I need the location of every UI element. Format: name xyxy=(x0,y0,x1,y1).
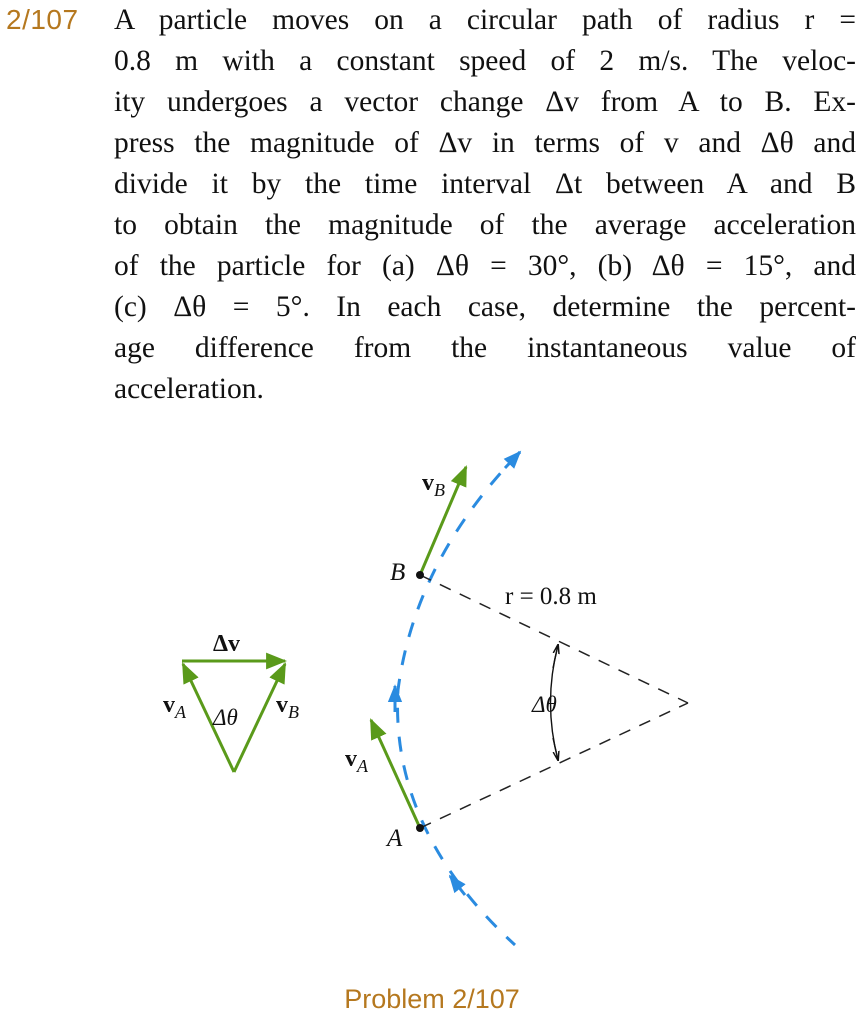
va-vector-path xyxy=(371,720,420,828)
problem-line: divide it by the time interval Δt between A and B xyxy=(114,168,856,200)
problem-line: of the particle for (a) Δθ = 30°, (b) Δθ = 15°, and xyxy=(114,250,856,282)
path-angle-label: Δθ xyxy=(532,692,557,717)
triangle-angle-label: Δθ xyxy=(213,705,238,730)
vb-label-path: $v_B$ xyxy=(422,470,445,500)
point-b xyxy=(416,571,424,579)
problem-line: acceleration. xyxy=(114,373,264,405)
problem-line: 0.8 m with a constant speed of 2 m/s. The veloc- xyxy=(114,45,856,77)
delta-v-label: Δv xyxy=(213,631,241,657)
problem-line: age difference from the instantaneous value of xyxy=(114,332,856,364)
vector-triangle xyxy=(163,631,299,772)
circular-path xyxy=(395,452,520,945)
point-a xyxy=(416,824,424,832)
problem-line: (c) Δθ = 5°. In each case, determine the percent- xyxy=(114,291,856,323)
path-direction-arrow-low xyxy=(450,876,465,895)
point-b-label: B xyxy=(390,559,406,586)
problem-line: to obtain the magnitude of the average acceleration xyxy=(114,209,856,241)
problem-number: 2/107 xyxy=(6,4,79,35)
vb-vector-triangle xyxy=(234,664,285,772)
figure-caption: Problem 2/107 xyxy=(344,984,520,1014)
va-label-path: $v_A$ xyxy=(345,746,368,776)
problem-line: press the magnitude of Δv in terms of v and Δθ and xyxy=(114,127,856,159)
va-label-triangle: $v_A$ xyxy=(163,692,186,722)
problem-line: ity undergoes a vector change Δv from A to B. Ex- xyxy=(114,86,856,118)
point-a-label: A xyxy=(387,825,403,852)
path-direction-arrow-top xyxy=(505,452,520,468)
problem-line: A particle moves on a circular path of radius r = xyxy=(114,4,856,36)
vb-label-triangle: $v_B$ xyxy=(276,692,299,722)
radius-label: r = 0.8 m xyxy=(505,583,597,610)
